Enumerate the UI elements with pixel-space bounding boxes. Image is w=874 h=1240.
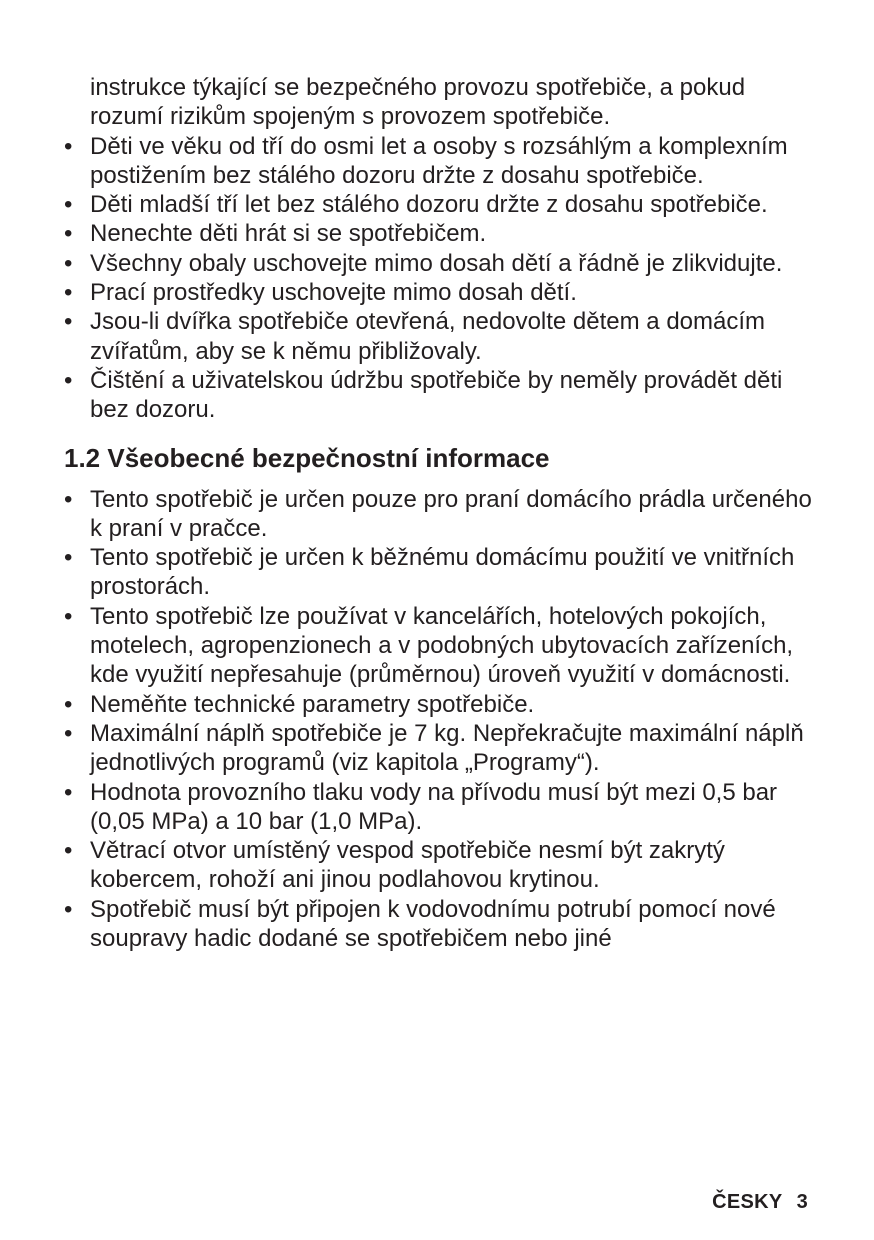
page-number: 3: [796, 1191, 808, 1213]
list-item: • Prací prostředky uschovejte mimo dosah dětí.: [64, 278, 824, 307]
children-safety-list: [64, 132, 824, 425]
list-item: • Maximální náplň spotřebiče je 7 kg. Nepřekračujte maximální náplň jednotlivých programů (viz kapitola „Programy“).: [64, 719, 824, 778]
general-safety-list: [64, 485, 824, 954]
list-item: • Čištění a uživatelskou údržbu spotřebiče by neměly provádět děti bez dozoru.: [64, 366, 824, 425]
list-item: • Větrací otvor umístěný vespod spotřebiče nesmí být zakrytý kobercem, rohoží ani jinou podlahovou krytinou.: [64, 836, 824, 895]
list-item: • Tento spotřebič je určen k běžnému domácímu použití ve vnitřních prostorách.: [64, 543, 824, 602]
list-item: • Neměňte technické parametry spotřebiče.: [64, 690, 824, 719]
list-item: • Děti mladší tří let bez stálého dozoru držte z dosahu spotřebiče.: [64, 190, 824, 219]
list-item: • Tento spotřebič je určen pouze pro praní domácího prádla určeného k praní v pračce.: [64, 485, 824, 544]
section-heading: 1.2 Všeobecné bezpečnostní informace: [64, 442, 550, 473]
footer-language: ČESKY: [712, 1191, 783, 1213]
list-item: • Nenechte děti hrát si se spotřebičem.: [64, 219, 824, 248]
list-item: • Spotřebič musí být připojen k vodovodnímu potrubí pomocí nové soupravy hadic dodané se spotřebičem nebo jiné: [64, 895, 824, 954]
continuation-paragraph: instrukce týkající se bezpečného provozu spotřebiče, a pokud rozumí rizikům spojeným s provozem spotřebiče.: [90, 74, 746, 131]
list-item: • Hodnota provozního tlaku vody na přívodu musí být mezi 0,5 bar (0,05 MPa) a 10 bar (1,0 MPa).: [64, 778, 824, 837]
list-item: • Tento spotřebič lze používat v kancelářích, hotelových pokojích, motelech, agropenzionech a v podobných ubytovacích zařízeních, kde využití nepřesahuje (průměrnou) úroveň využití v domácnosti.: [64, 602, 824, 690]
section-heading-wrapper: [64, 442, 824, 474]
page-content: [64, 73, 824, 953]
list-item: • Jsou-li dvířka spotřebiče otevřená, nedovolte dětem a domácím zvířatům, aby se k němu přibližovaly.: [64, 307, 824, 366]
page-footer: [712, 1191, 808, 1214]
list-item: • Děti ve věku od tří do osmi let a osoby s rozsáhlým a komplexním postižením bez stálého dozoru držte z dosahu spotřebiče.: [64, 132, 824, 191]
list-item: • Všechny obaly uschovejte mimo dosah dětí a řádně je zlikvidujte.: [64, 249, 824, 278]
